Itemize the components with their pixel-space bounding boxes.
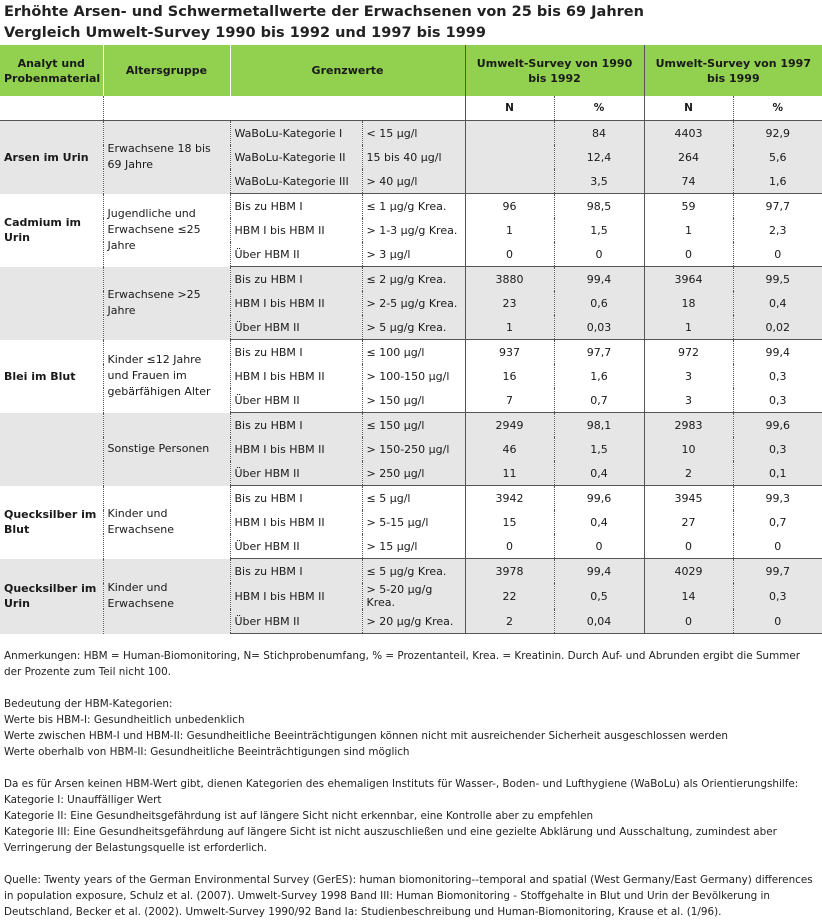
table-row [0, 413, 822, 438]
kategorie-cell: Über HBM II [230, 242, 362, 267]
notes-kategorie-3: Kategorie III: Eine Gesundheitsgefährdung auf längere Sicht ist nicht auszuschließen und eine gezielte Abklärung und Ausschaltung, zumindest aber Verringerung der Belastungsquelle ist erforderlich. [4, 826, 777, 854]
pct-1990-cell: 99,6 [554, 486, 644, 511]
n-1997-cell: 0 [644, 534, 733, 559]
altersgruppe-cell: Kinder und Erwachsene [103, 559, 230, 634]
subheader-pct-1: % [554, 96, 644, 121]
pct-1997-cell: 0,3 [733, 437, 822, 461]
pct-1990-cell: 0,4 [554, 510, 644, 534]
pct-1997-cell: 0 [733, 242, 822, 267]
notes-anmerkungen: Anmerkungen: HBM = Human-Biomonitoring, N= Stichprobenumfang, % = Prozentanteil, Krea. = Kreatinin. Durch Auf- und Abrunden ergibt die Summer der Prozente zum Teil nicht 100. [4, 650, 801, 678]
n-1997-cell: 3945 [644, 486, 733, 511]
pct-1997-cell: 0 [733, 534, 822, 559]
pct-1997-cell: 97,7 [733, 194, 822, 219]
kategorie-cell: HBM I bis HBM II [230, 583, 362, 609]
subheader-pct-2: % [733, 96, 822, 121]
pct-1990-cell: 98,5 [554, 194, 644, 219]
pct-1990-cell: 3,5 [554, 169, 644, 194]
pct-1997-cell: 99,5 [733, 267, 822, 292]
grenzwert-cell: < 15 µg/l [362, 121, 465, 146]
pct-1997-cell: 1,6 [733, 169, 822, 194]
pct-1990-cell: 0,03 [554, 315, 644, 340]
n-1997-cell: 3964 [644, 267, 733, 292]
grenzwert-cell: > 150-250 µg/l [362, 437, 465, 461]
altersgruppe-cell: Erwachsene 18 bis 69 Jahre [103, 121, 230, 194]
grenzwert-cell: > 150 µg/l [362, 388, 465, 413]
group-6 [0, 559, 822, 634]
notes-bedeutung-3: Werte oberhalb von HBM-II: Gesundheitliche Beeinträchtigungen sind möglich [4, 746, 410, 758]
grenzwert-cell: > 5 µg/g Krea. [362, 315, 465, 340]
subheader-n-2: N [644, 96, 733, 121]
n-1990-cell: 16 [465, 364, 554, 388]
title-line-1: Erhöhte Arsen- und Schwermetallwerte der Erwachsenen von 25 bis 69 Jahren [4, 4, 644, 20]
pct-1997-cell: 99,6 [733, 413, 822, 438]
pct-1997-cell: 0,3 [733, 388, 822, 413]
kategorie-cell: WaBoLu-Kategorie II [230, 145, 362, 169]
n-1990-cell: 1 [465, 218, 554, 242]
n-1997-cell: 972 [644, 340, 733, 365]
n-1990-cell: 2949 [465, 413, 554, 438]
kategorie-cell: Über HBM II [230, 315, 362, 340]
n-1990-cell: 1 [465, 315, 554, 340]
grenzwert-cell: > 20 µg/g Krea. [362, 609, 465, 634]
pct-1997-cell: 0,4 [733, 291, 822, 315]
page-title [4, 2, 644, 44]
header-row [0, 45, 822, 96]
pct-1990-cell: 84 [554, 121, 644, 146]
n-1997-cell: 27 [644, 510, 733, 534]
table-row [0, 486, 822, 511]
header-grenzwerte: Grenzwerte [230, 45, 465, 96]
n-1990-cell [465, 145, 554, 169]
kategorie-cell: HBM I bis HBM II [230, 437, 362, 461]
n-1990-cell: 0 [465, 534, 554, 559]
notes-bedeutung-title: Bedeutung der HBM-Kategorien: [4, 698, 173, 710]
pct-1990-cell: 1,5 [554, 218, 644, 242]
pct-1990-cell: 99,4 [554, 267, 644, 292]
kategorie-cell: HBM I bis HBM II [230, 291, 362, 315]
n-1997-cell: 1 [644, 315, 733, 340]
grenzwert-cell: > 1-3 µg/g Krea. [362, 218, 465, 242]
analyt-cell: Blei im Blut [0, 340, 103, 413]
n-1997-cell: 59 [644, 194, 733, 219]
grenzwert-cell: > 5-20 µg/g Krea. [362, 583, 465, 609]
notes-arsen-intro: Da es für Arsen keinen HBM-Wert gibt, dienen Kategorien des ehemaligen Instituts für Wasser-, Boden- und Lufthygiene (WaBoLu) als Orientierungshilfe: [4, 778, 799, 790]
n-1997-cell: 14 [644, 583, 733, 609]
n-1997-cell: 1 [644, 218, 733, 242]
analyt-cell: Quecksilber im Blut [0, 486, 103, 559]
pct-1997-cell: 0,3 [733, 364, 822, 388]
pct-1990-cell: 0,4 [554, 461, 644, 486]
grenzwert-cell: ≤ 2 µg/g Krea. [362, 267, 465, 292]
group-5 [0, 486, 822, 559]
table-row [0, 121, 822, 146]
n-1997-cell: 3 [644, 388, 733, 413]
grenzwert-cell: > 5-15 µg/l [362, 510, 465, 534]
n-1997-cell: 0 [644, 609, 733, 634]
subheader-row [0, 96, 822, 121]
pct-1997-cell: 2,3 [733, 218, 822, 242]
pct-1997-cell: 0,1 [733, 461, 822, 486]
pct-1997-cell: 0,3 [733, 583, 822, 609]
grenzwert-cell: ≤ 150 µg/l [362, 413, 465, 438]
analyt-cell: Quecksilber im Urin [0, 559, 103, 634]
pct-1997-cell: 0,7 [733, 510, 822, 534]
grenzwert-cell: > 40 µg/l [362, 169, 465, 194]
n-1997-cell: 10 [644, 437, 733, 461]
analyt-cell: Arsen im Urin [0, 121, 103, 194]
table-row [0, 194, 822, 219]
pct-1997-cell: 0,02 [733, 315, 822, 340]
kategorie-cell: Bis zu HBM I [230, 559, 362, 584]
kategorie-cell: HBM I bis HBM II [230, 364, 362, 388]
n-1990-cell: 937 [465, 340, 554, 365]
grenzwert-cell: > 15 µg/l [362, 534, 465, 559]
kategorie-cell: Bis zu HBM I [230, 194, 362, 219]
n-1997-cell: 2983 [644, 413, 733, 438]
kategorie-cell: Über HBM II [230, 388, 362, 413]
notes-bedeutung-2: Werte zwischen HBM-I und HBM-II: Gesundheitliche Beeinträchtigungen können nicht mit ausreichender Sicherheit ausgeschlossen werden [4, 730, 728, 742]
notes-quelle: Quelle: Twenty years of the German Environmental Survey (GerES): human biomonitoring--temporal and spatial (West Germany/East Germany) differences in population exposure, Schulz et al. (2007). Umwelt-Survey 1998 Band III: Human Biomonitoring - Stoffgehalte in Blut und Urin der Bevölkerung in Deutschland, Becker et al. (2002). Umwelt-Survey 1990/92 Band Ia: Studienbeschreibung und Human-Biomonitoring, Krause et al. (1/96). [4, 874, 813, 918]
pct-1997-cell: 99,3 [733, 486, 822, 511]
pct-1997-cell: 99,7 [733, 559, 822, 584]
altersgruppe-cell: Erwachsene >25 Jahre [103, 267, 230, 340]
pct-1990-cell: 0,04 [554, 609, 644, 634]
pct-1990-cell: 0,6 [554, 291, 644, 315]
pct-1997-cell: 5,6 [733, 145, 822, 169]
analyt-cell [0, 267, 103, 340]
n-1990-cell: 15 [465, 510, 554, 534]
kategorie-cell: WaBoLu-Kategorie III [230, 169, 362, 194]
kategorie-cell: Bis zu HBM I [230, 340, 362, 365]
table-row [0, 267, 822, 292]
n-1990-cell: 7 [465, 388, 554, 413]
pct-1990-cell: 0,5 [554, 583, 644, 609]
n-1990-cell: 3978 [465, 559, 554, 584]
kategorie-cell: WaBoLu-Kategorie I [230, 121, 362, 146]
group-0 [0, 121, 822, 194]
notes-bedeutung-1: Werte bis HBM-I: Gesundheitlich unbedenklich [4, 714, 245, 726]
grenzwert-cell: ≤ 5 µg/g Krea. [362, 559, 465, 584]
altersgruppe-cell: Kinder und Erwachsene [103, 486, 230, 559]
n-1990-cell: 46 [465, 437, 554, 461]
altersgruppe-cell: Kinder ≤12 Jahre und Frauen im gebärfähigen Alter [103, 340, 230, 413]
pct-1990-cell: 1,5 [554, 437, 644, 461]
n-1990-cell: 22 [465, 583, 554, 609]
header-altersgruppe: Altersgruppe [103, 45, 230, 96]
n-1990-cell: 2 [465, 609, 554, 634]
notes-kategorie-2: Kategorie II: Eine Gesundheitsgefährdung ist auf längere Sicht nicht erkennbar, eine Kontrolle aber zu empfehlen [4, 810, 594, 822]
pct-1997-cell: 0 [733, 609, 822, 634]
kategorie-cell: Über HBM II [230, 534, 362, 559]
header-survey-1990: Umwelt-Survey von 1990 bis 1992 [465, 45, 644, 96]
kategorie-cell: Über HBM II [230, 461, 362, 486]
grenzwert-cell: 15 bis 40 µg/l [362, 145, 465, 169]
notes-section [4, 648, 816, 920]
n-1997-cell: 74 [644, 169, 733, 194]
group-2 [0, 267, 822, 340]
pct-1990-cell: 0 [554, 534, 644, 559]
group-4 [0, 413, 822, 486]
analyt-cell: Cadmium im Urin [0, 194, 103, 267]
n-1990-cell: 11 [465, 461, 554, 486]
kategorie-cell: Über HBM II [230, 609, 362, 634]
group-1 [0, 194, 822, 267]
pct-1997-cell: 92,9 [733, 121, 822, 146]
notes-kategorie-1: Kategorie I: Unauffälliger Wert [4, 794, 162, 806]
kategorie-cell: HBM I bis HBM II [230, 510, 362, 534]
n-1997-cell: 0 [644, 242, 733, 267]
n-1990-cell: 3942 [465, 486, 554, 511]
pct-1990-cell: 99,4 [554, 559, 644, 584]
pct-1990-cell: 98,1 [554, 413, 644, 438]
title-line-2: Vergleich Umwelt-Survey 1990 bis 1992 und 1997 bis 1999 [4, 25, 486, 41]
pct-1990-cell: 0,7 [554, 388, 644, 413]
kategorie-cell: Bis zu HBM I [230, 267, 362, 292]
group-3 [0, 340, 822, 413]
grenzwert-cell: > 3 µg/l [362, 242, 465, 267]
grenzwert-cell: ≤ 1 µg/g Krea. [362, 194, 465, 219]
n-1990-cell [465, 121, 554, 146]
n-1990-cell: 23 [465, 291, 554, 315]
header-survey-1997: Umwelt-Survey von 1997 bis 1999 [644, 45, 822, 96]
n-1997-cell: 2 [644, 461, 733, 486]
grenzwert-cell: > 250 µg/l [362, 461, 465, 486]
header-analyt: Analyt und Probenmaterial [0, 45, 103, 96]
pct-1990-cell: 0 [554, 242, 644, 267]
kategorie-cell: Bis zu HBM I [230, 413, 362, 438]
pct-1990-cell: 97,7 [554, 340, 644, 365]
n-1997-cell: 4029 [644, 559, 733, 584]
subheader-n-1: N [465, 96, 554, 121]
grenzwert-cell: > 2-5 µg/g Krea. [362, 291, 465, 315]
n-1997-cell: 3 [644, 364, 733, 388]
pct-1997-cell: 99,4 [733, 340, 822, 365]
grenzwert-cell: > 100-150 µg/l [362, 364, 465, 388]
n-1997-cell: 18 [644, 291, 733, 315]
n-1990-cell [465, 169, 554, 194]
n-1997-cell: 4403 [644, 121, 733, 146]
altersgruppe-cell: Sonstige Personen [103, 413, 230, 486]
analyt-cell [0, 413, 103, 486]
data-table [0, 45, 822, 634]
n-1990-cell: 96 [465, 194, 554, 219]
kategorie-cell: Bis zu HBM I [230, 486, 362, 511]
altersgruppe-cell: Jugendliche und Erwachsene ≤25 Jahre [103, 194, 230, 267]
grenzwert-cell: ≤ 5 µg/l [362, 486, 465, 511]
table-row [0, 340, 822, 365]
pct-1990-cell: 12,4 [554, 145, 644, 169]
n-1990-cell: 0 [465, 242, 554, 267]
n-1990-cell: 3880 [465, 267, 554, 292]
pct-1990-cell: 1,6 [554, 364, 644, 388]
grenzwert-cell: ≤ 100 µg/l [362, 340, 465, 365]
n-1997-cell: 264 [644, 145, 733, 169]
kategorie-cell: HBM I bis HBM II [230, 218, 362, 242]
table-row [0, 559, 822, 584]
